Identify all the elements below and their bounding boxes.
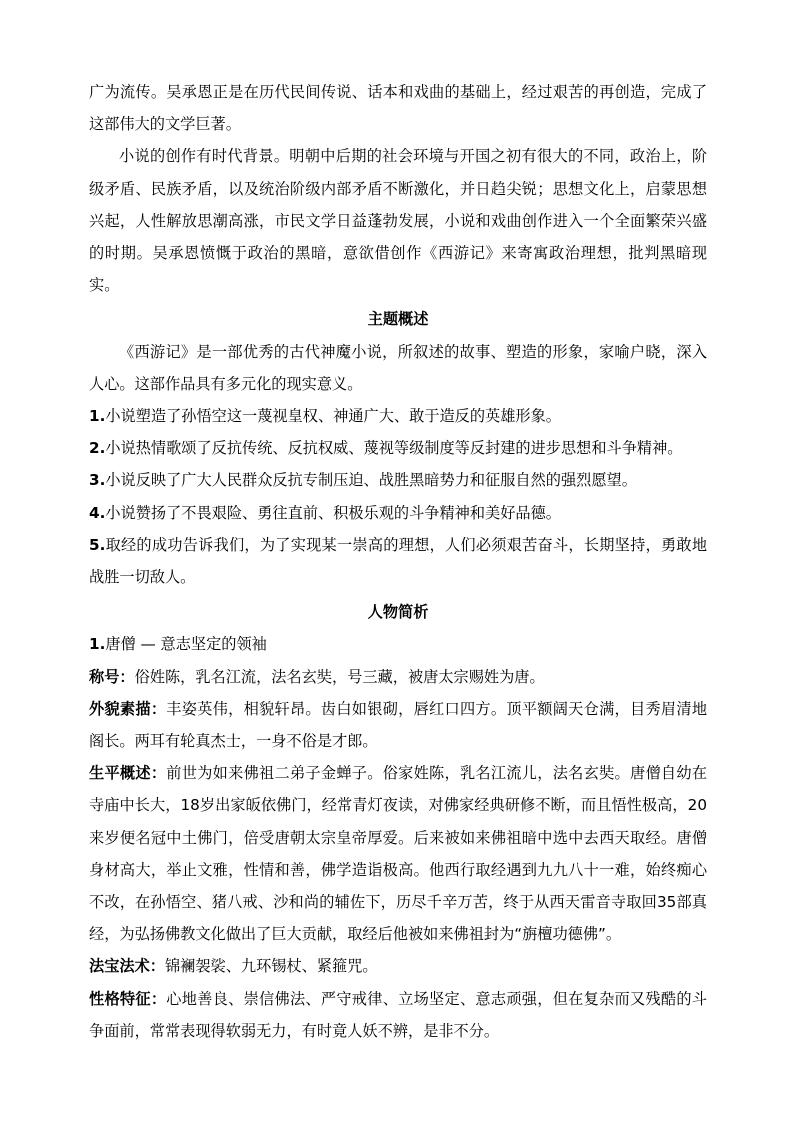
item-number: 2. (89, 439, 106, 458)
characters-heading: 人物简析 (367, 603, 429, 622)
item-text: 小说反映了广大人民群众反抗专制压迫、战胜黑暗势力和征服自然的强烈愿望。 (105, 471, 637, 490)
item-number: 3. (89, 471, 106, 490)
item-number: 4. (89, 503, 106, 522)
item-number: 1. (89, 407, 106, 426)
field-label: 生平概述： (89, 764, 167, 783)
field-label: 外貌素描： (89, 699, 167, 718)
item-text: 取经的成功告诉我们，为了实现某一崇高的理想，人们必须艰苦奋斗，长期坚持，勇敢地战胜一切敌人。 (89, 535, 707, 587)
field-label: 性格特征： (89, 989, 167, 1008)
theme-item-3 (89, 464, 707, 496)
character-title (89, 628, 707, 660)
item-text: 小说塑造了孙悟空这一蔑视皇权、神通广大、敢于造反的英雄形象。 (105, 407, 561, 426)
intro-paragraph-1: 广为流传。吴承恩正是在历代民间传说、话本和戏曲的基础上，经过艰苦的再创造，完成了这部伟大的文学巨著。 (89, 83, 707, 134)
character-name: 唐僧 — 意志坚定的领袖 (105, 635, 267, 654)
theme-item-2 (89, 432, 707, 464)
item-number: 5. (89, 535, 106, 554)
field-label: 法宝法术： (89, 957, 165, 976)
field-text: 前世为如来佛祖二弟子金蝉子。俗家姓陈，乳名江流儿，法名玄奘。唐僧自幼在寺庙中长大，18岁出家皈依佛门，经常青灯夜读，对佛家经典研修不断，而且悟性极高，20来岁便名冠中土佛门，倍受唐朝太宗皇帝厚爱。后来被如来佛祖暗中选中去西天取经。唐僧身材高大，举止文雅，性情和善，佛学造诣极高。他西行取经遇到九九八十一难，始终痴心不改，在孙悟空、猪八戒、沙和尚的辅佐下，历尽千辛万苦，终于从西天雷音寺取回35部真经，为弘扬佛教文化做出了巨大贡献，取经后他被如来佛祖封为“旃檀功德佛”。 (89, 764, 708, 944)
field-biography (89, 757, 707, 950)
field-text: 丰姿英伟，相貌轩昂。齿白如银砌，唇红口四方。顶平额阔天仓满，目秀眉清地阁长。两耳有轮真杰士，一身不俗是才郎。 (89, 699, 708, 751)
field-title (89, 661, 707, 693)
field-personality (89, 983, 707, 1047)
intro-paragraph-2: 小说的创作有时代背景。明朝中后期的社会环境与开国之初有很大的不同，政治上，阶级矛盾、民族矛盾，以及统治阶级内部矛盾不断激化，并日趋尖锐；思想文化上，启蒙思想兴起，人性解放思潮高涨，市民文学日益蓬勃发展，小说和戏曲创作进入一个全面繁荣兴盛的时期。吴承恩愤慨于政治的黑暗，意欲借创作《西游记》来寄寓政治理想，批判黑暗现实。 (89, 147, 707, 295)
item-text: 小说热情歌颂了反抗传统、反抗权威、蔑视等级制度等反封建的进步思想和斗争精神。 (105, 439, 683, 458)
theme-item-1 (89, 400, 707, 432)
document-page (89, 76, 707, 1047)
field-text: 锦襕袈裟、九环锡杖、紧箍咒。 (164, 957, 378, 976)
field-treasures (89, 950, 707, 982)
theme-intro: 《西游记》是一部优秀的古代神魔小说，所叙述的故事、塑造的形象，家喻户晓，深入人心。这部作品具有多元化的现实意义。 (89, 342, 707, 393)
character-number: 1. (89, 635, 106, 654)
theme-heading: 主题概述 (367, 310, 429, 329)
field-appearance (89, 693, 707, 757)
field-label: 称号： (89, 667, 135, 686)
theme-item-4 (89, 497, 707, 529)
item-text: 小说赞扬了不畏艰险、勇往直前、积极乐观的斗争精神和美好品德。 (105, 503, 561, 522)
theme-item-5 (89, 529, 707, 593)
field-text: 俗姓陈，乳名江流，法名玄奘，号三藏，被唐太宗赐姓为唐。 (134, 667, 545, 686)
field-text: 心地善良、崇信佛法、严守戒律、立场坚定、意志顽强，但在复杂而又残酷的斗争面前，常常表现得软弱无力，有时竟人妖不辨，是非不分。 (89, 989, 708, 1040)
